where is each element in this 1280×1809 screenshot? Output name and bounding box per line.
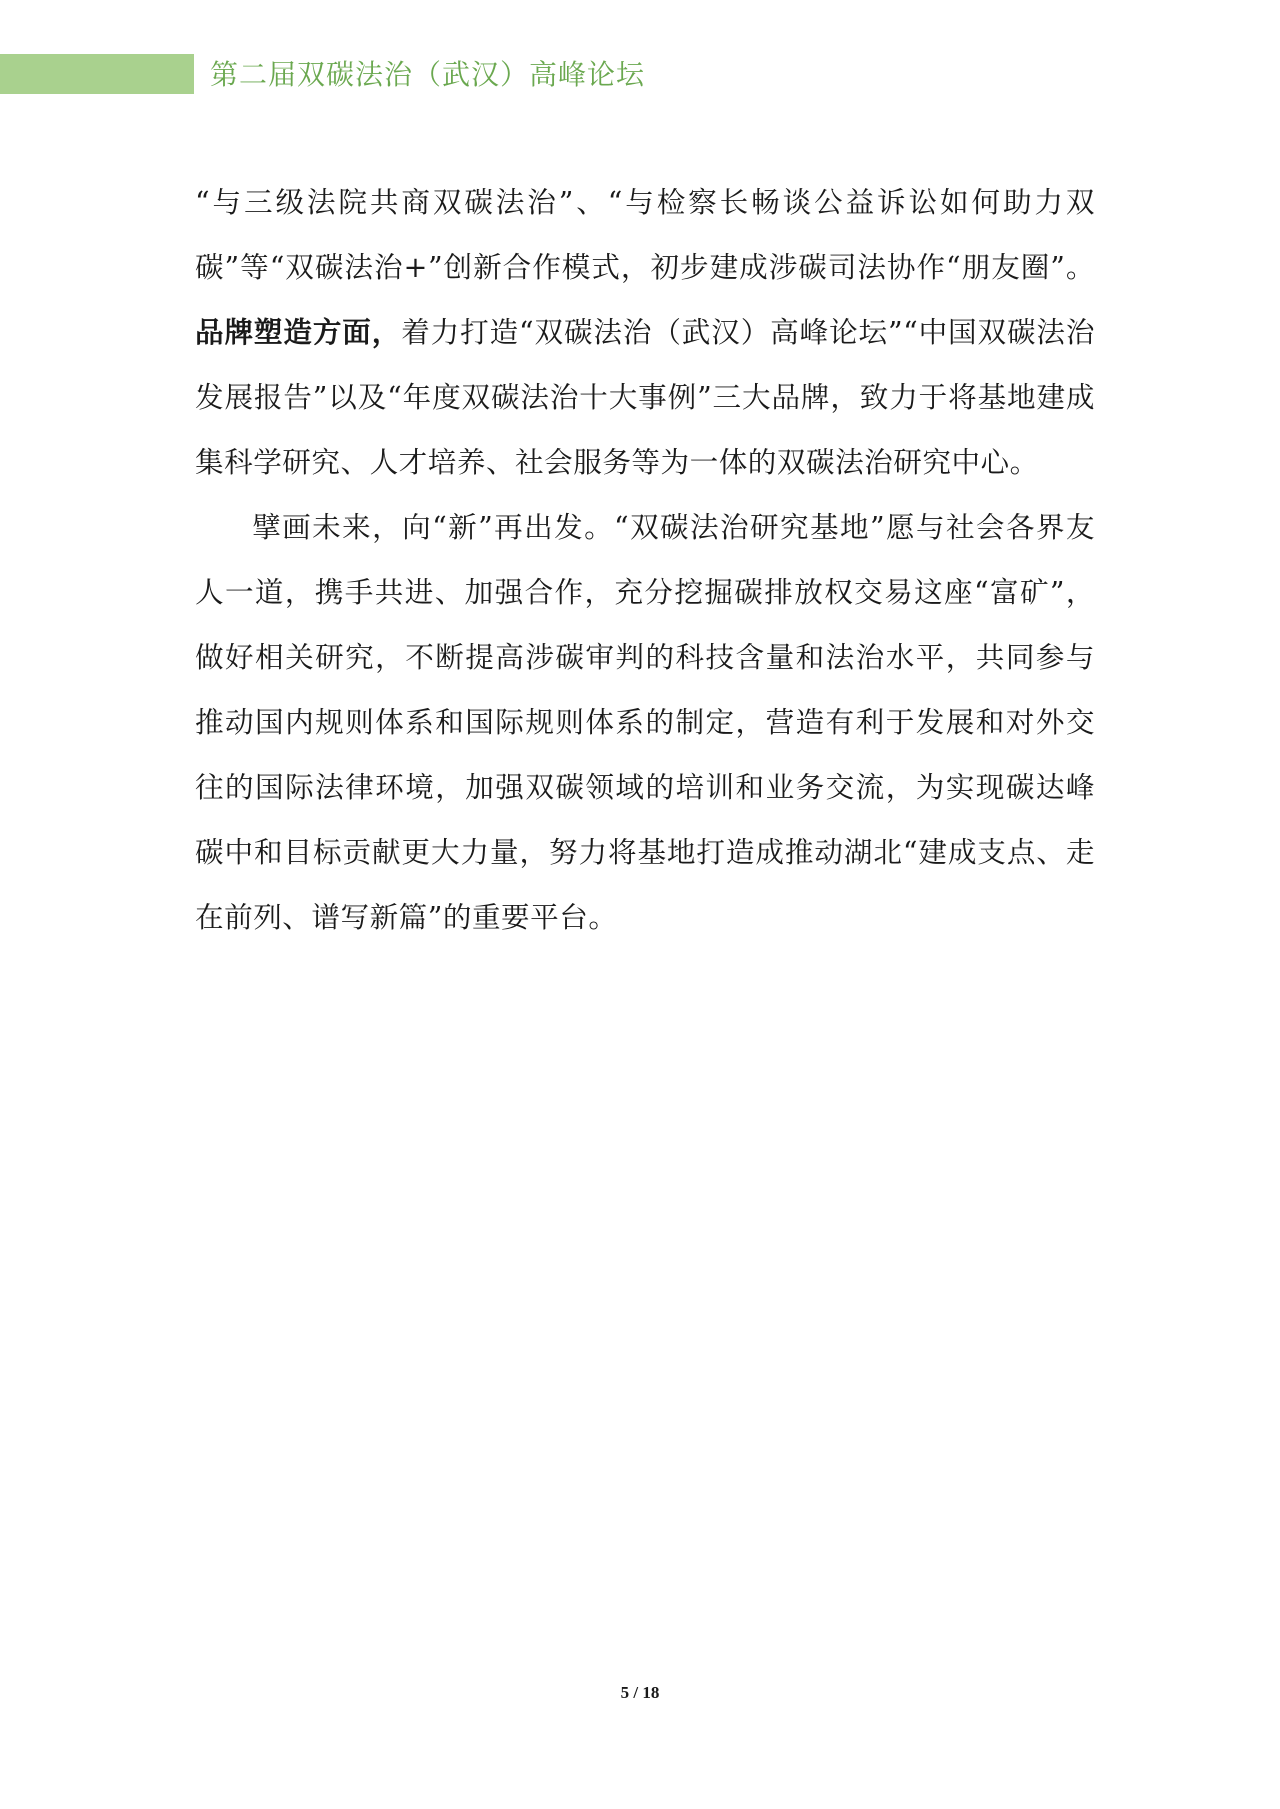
header-accent-band <box>0 54 194 94</box>
paragraph-1-text-a: “与三级法院共商双碳法治”、“与检察长畅谈公益诉讼如何助力双碳”等“双碳法治+”创新合作模式，初步建成涉碳司法协作“朋友圈”。 <box>195 185 1095 284</box>
page-number: 5 / 18 <box>620 1683 660 1702</box>
document-body <box>195 170 1095 950</box>
paragraph-1-text-b: 着力打造“双碳法治（武汉）高峰论坛”“中国双碳法治发展报告”以及“年度双碳法治十大事例”三大品牌，致力于将基地建成集科学研究、人才培养、社会服务等为一体的双碳法治研究中心。 <box>195 315 1095 479</box>
paragraph-1 <box>195 170 1095 495</box>
paragraph-1-bold-heading: 品牌塑造方面， <box>195 315 402 349</box>
paragraph-2: 擘画未来，向“新”再出发。“双碳法治研究基地”愿与社会各界友人一道，携手共进、加强合作，充分挖掘碳排放权交易这座“富矿”，做好相关研究，不断提高涉碳审判的科技含量和法治水平，共同参与推动国内规则体系和国际规则体系的制定，营造有利于发展和对外交往的国际法律环境，加强双碳领域的培训和业务交流，为实现碳达峰碳中和目标贡献更大力量，努力将基地打造成推动湖北“建成支点、走在前列、谱写新篇”的重要平台。 <box>195 510 1095 934</box>
header-title: 第二届双碳法治（武汉）高峰论坛 <box>210 58 646 91</box>
